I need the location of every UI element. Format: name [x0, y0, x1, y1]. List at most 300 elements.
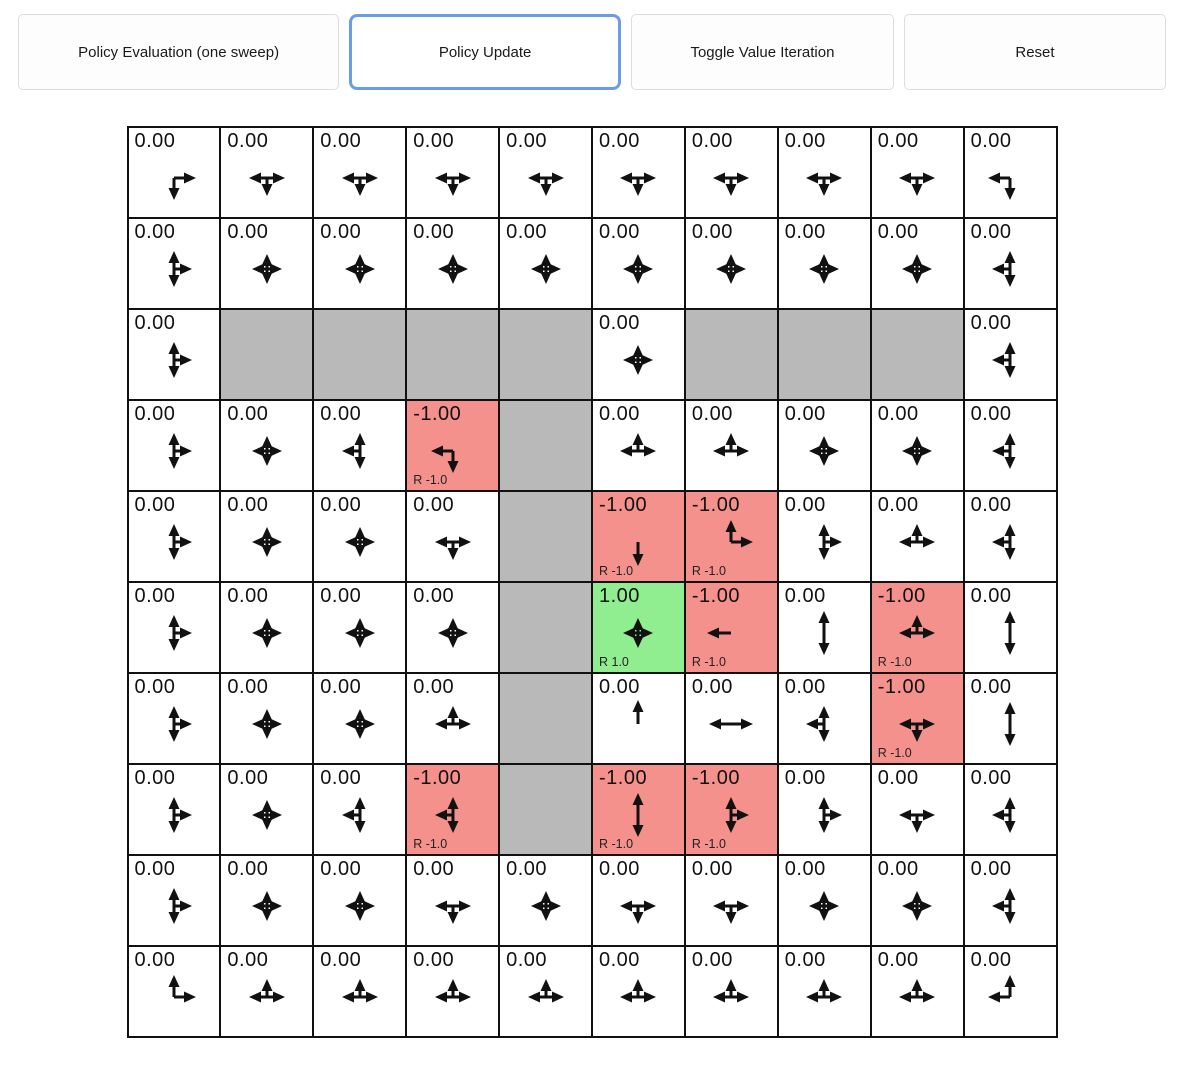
cell-value: 0.00: [134, 767, 176, 789]
grid-cell[interactable]: [685, 582, 778, 673]
cell-value: 0.00: [970, 585, 1012, 607]
policy-arrows: [593, 700, 684, 748]
policy-arrow-icon: [336, 882, 384, 930]
wall-cell[interactable]: [499, 491, 592, 582]
wall-cell[interactable]: [685, 309, 778, 400]
cell-value: 0.00: [877, 494, 919, 516]
cell-value: 0.00: [506, 858, 548, 880]
grid-cell[interactable]: [871, 946, 964, 1037]
cell-value: 1.00: [599, 585, 640, 607]
cell-value: 0.00: [413, 130, 455, 152]
policy-arrows: [872, 882, 963, 930]
policy-arrows: [965, 245, 1056, 293]
grid-cell[interactable]: [592, 855, 685, 946]
policy-arrows: [129, 518, 220, 566]
wall-cell[interactable]: [499, 400, 592, 491]
grid-cell[interactable]: [871, 855, 964, 946]
policy-arrow-icon: [522, 882, 570, 930]
grid-cell[interactable]: [592, 764, 685, 855]
cell-value: 0.00: [320, 130, 362, 152]
grid-cell[interactable]: [128, 764, 221, 855]
policy-arrows: [965, 336, 1056, 384]
reset-button[interactable]: Reset: [904, 14, 1166, 90]
grid-cell[interactable]: [592, 946, 685, 1037]
policy-arrow-icon: [243, 973, 291, 1021]
policy-arrow-icon: [243, 791, 291, 839]
policy-arrows: [593, 154, 684, 202]
cell-value: 0.00: [134, 130, 176, 152]
grid-cell[interactable]: [871, 491, 964, 582]
policy-arrows: [500, 882, 591, 930]
policy-arrows: [965, 427, 1056, 475]
grid-cell[interactable]: [499, 127, 592, 218]
grid-cell[interactable]: [685, 946, 778, 1037]
cell-value: 0.00: [320, 494, 362, 516]
cell-value: 0.00: [970, 312, 1012, 334]
policy-arrow-icon: [614, 336, 662, 384]
grid-cell[interactable]: [406, 582, 499, 673]
policy-arrows: [314, 882, 405, 930]
cell-value: 0.00: [877, 949, 919, 971]
grid-cell[interactable]: [685, 855, 778, 946]
policy-arrow-icon: [614, 154, 662, 202]
grid-cell[interactable]: [499, 946, 592, 1037]
cell-value: -1.00: [599, 767, 648, 789]
policy-arrows: [965, 882, 1056, 930]
cell-reward-label: R -1.0: [691, 837, 726, 851]
policy-arrow-icon: [614, 700, 662, 748]
grid-cell[interactable]: [128, 309, 221, 400]
policy-arrow-icon: [243, 154, 291, 202]
policy-arrow-icon: [429, 973, 477, 1021]
cell-value: 0.00: [691, 403, 733, 425]
cell-value: 0.00: [227, 858, 269, 880]
policy-arrows: [314, 427, 405, 475]
policy-arrow-icon: [893, 882, 941, 930]
policy-arrow-icon: [707, 973, 755, 1021]
cell-value: 0.00: [877, 767, 919, 789]
policy-arrow-icon: [243, 427, 291, 475]
grid-cell[interactable]: [685, 400, 778, 491]
cell-value: 0.00: [227, 221, 269, 243]
policy-arrows: [779, 791, 870, 839]
policy-arrows: [500, 973, 591, 1021]
grid-cell[interactable]: [406, 127, 499, 218]
policy-arrow-icon: [150, 609, 198, 657]
policy-arrows: [407, 154, 498, 202]
policy-arrow-icon: [150, 791, 198, 839]
cell-value: -1.00: [691, 585, 740, 607]
cell-value: 0.00: [970, 949, 1012, 971]
policy-arrow-icon: [150, 882, 198, 930]
policy-arrows: [129, 336, 220, 384]
grid-cell[interactable]: [313, 855, 406, 946]
policy-arrow-icon: [986, 973, 1034, 1021]
policy-evaluation-button[interactable]: Policy Evaluation (one sweep): [18, 14, 339, 90]
policy-arrow-icon: [986, 700, 1034, 748]
grid-cell[interactable]: [128, 582, 221, 673]
policy-arrows: [221, 245, 312, 293]
wall-cell[interactable]: [313, 309, 406, 400]
cell-value: 0.00: [227, 403, 269, 425]
policy-arrows: [779, 245, 870, 293]
grid-cell[interactable]: [220, 127, 313, 218]
cell-value: 0.00: [970, 767, 1012, 789]
policy-arrows: [221, 518, 312, 566]
policy-arrows: [407, 882, 498, 930]
cell-value: 0.00: [227, 767, 269, 789]
cell-value: 0.00: [784, 403, 826, 425]
policy-arrows: [407, 518, 498, 566]
policy-arrows: [779, 700, 870, 748]
wall-cell[interactable]: [871, 309, 964, 400]
policy-arrows: [872, 973, 963, 1021]
policy-arrow-icon: [893, 427, 941, 475]
grid-cell[interactable]: [220, 946, 313, 1037]
policy-arrow-icon: [429, 609, 477, 657]
policy-arrow-icon: [522, 973, 570, 1021]
cell-value: -1.00: [599, 494, 648, 516]
policy-arrows: [965, 154, 1056, 202]
policy-arrows: [686, 791, 777, 839]
grid-cell[interactable]: [871, 764, 964, 855]
policy-update-button[interactable]: Policy Update: [349, 14, 621, 90]
policy-arrows: [314, 791, 405, 839]
grid-cell[interactable]: [313, 127, 406, 218]
policy-arrows: [872, 791, 963, 839]
policy-arrow-icon: [336, 427, 384, 475]
policy-arrows: [779, 609, 870, 657]
grid-cell[interactable]: [592, 309, 685, 400]
policy-arrows: [314, 700, 405, 748]
cell-value: 0.00: [599, 221, 640, 243]
policy-arrows: [221, 882, 312, 930]
grid-cell[interactable]: [964, 400, 1057, 491]
grid-cell[interactable]: [778, 946, 871, 1037]
grid-cell[interactable]: [406, 218, 499, 309]
grid-cell[interactable]: [220, 764, 313, 855]
grid-cell[interactable]: [964, 946, 1057, 1037]
cell-value: 0.00: [134, 585, 176, 607]
policy-arrows: [872, 700, 963, 748]
policy-arrow-icon: [986, 427, 1034, 475]
cell-value: 0.00: [134, 949, 176, 971]
cell-reward-label: R -1.0: [691, 564, 726, 578]
policy-arrows: [593, 882, 684, 930]
grid-cell[interactable]: [964, 764, 1057, 855]
grid-cell[interactable]: [220, 491, 313, 582]
cell-value: -1.00: [691, 494, 740, 516]
cell-value: 0.00: [691, 221, 733, 243]
policy-arrow-icon: [614, 609, 662, 657]
cell-value: 0.00: [784, 585, 826, 607]
policy-arrows: [686, 154, 777, 202]
grid-cell[interactable]: [964, 127, 1057, 218]
policy-arrows: [686, 609, 777, 657]
policy-arrows: [686, 882, 777, 930]
grid-cell[interactable]: [406, 764, 499, 855]
policy-arrows: [221, 154, 312, 202]
cell-value: 0.00: [599, 130, 640, 152]
policy-arrow-icon: [614, 882, 662, 930]
grid-cell[interactable]: [313, 491, 406, 582]
grid-cell[interactable]: [592, 127, 685, 218]
policy-arrow-icon: [336, 518, 384, 566]
policy-arrows: [686, 973, 777, 1021]
wall-cell[interactable]: [499, 673, 592, 764]
grid-cell[interactable]: [592, 218, 685, 309]
policy-arrows: [779, 154, 870, 202]
policy-arrow-icon: [522, 245, 570, 293]
grid-cell[interactable]: [871, 582, 964, 673]
toggle-value-iteration-button[interactable]: Toggle Value Iteration: [631, 14, 894, 90]
policy-arrow-icon: [986, 336, 1034, 384]
cell-value: 0.00: [320, 585, 362, 607]
cell-value: 0.00: [970, 130, 1012, 152]
grid-cell[interactable]: [778, 582, 871, 673]
policy-arrow-icon: [336, 609, 384, 657]
policy-arrow-icon: [800, 245, 848, 293]
policy-arrows: [779, 973, 870, 1021]
grid-cell[interactable]: [313, 946, 406, 1037]
policy-arrow-icon: [707, 245, 755, 293]
policy-arrow-icon: [800, 154, 848, 202]
policy-arrow-icon: [243, 245, 291, 293]
grid-cell[interactable]: [499, 218, 592, 309]
grid-cell[interactable]: [406, 946, 499, 1037]
cell-value: 0.00: [227, 585, 269, 607]
policy-arrow-icon: [150, 518, 198, 566]
wall-cell[interactable]: [778, 309, 871, 400]
cell-value: 0.00: [227, 130, 269, 152]
policy-arrow-icon: [429, 427, 477, 475]
policy-arrows: [129, 609, 220, 657]
policy-arrows: [965, 518, 1056, 566]
grid-cell[interactable]: [871, 400, 964, 491]
policy-arrow-icon: [893, 609, 941, 657]
cell-value: 0.00: [691, 676, 733, 698]
policy-arrow-icon: [707, 791, 755, 839]
grid-cell[interactable]: [964, 855, 1057, 946]
policy-arrows: [872, 427, 963, 475]
grid-cell[interactable]: [871, 218, 964, 309]
grid-cell[interactable]: [871, 673, 964, 764]
policy-arrow-icon: [800, 791, 848, 839]
policy-arrows: [407, 700, 498, 748]
cell-value: 0.00: [691, 949, 733, 971]
policy-arrow-icon: [522, 154, 570, 202]
cell-value: 0.00: [413, 585, 455, 607]
grid-cell[interactable]: [592, 582, 685, 673]
policy-arrows: [872, 609, 963, 657]
grid-cell[interactable]: [964, 491, 1057, 582]
cell-value: 0.00: [320, 858, 362, 880]
policy-arrows: [593, 609, 684, 657]
policy-arrow-icon: [150, 245, 198, 293]
grid-cell[interactable]: [592, 400, 685, 491]
policy-arrow-icon: [429, 154, 477, 202]
grid-cell[interactable]: [220, 218, 313, 309]
policy-arrows: [779, 882, 870, 930]
cell-value: 0.00: [227, 676, 269, 698]
cell-value: 0.00: [134, 676, 176, 698]
grid-cell[interactable]: [128, 127, 221, 218]
wall-cell[interactable]: [220, 309, 313, 400]
policy-arrow-icon: [986, 791, 1034, 839]
policy-arrows: [872, 154, 963, 202]
policy-arrow-icon: [893, 154, 941, 202]
policy-arrows: [129, 154, 220, 202]
policy-arrows: [129, 973, 220, 1021]
grid-cell[interactable]: [313, 218, 406, 309]
grid-cell[interactable]: [778, 400, 871, 491]
grid-cell[interactable]: [685, 491, 778, 582]
grid-cell[interactable]: [406, 855, 499, 946]
cell-value: 0.00: [134, 403, 176, 425]
grid-cell[interactable]: [964, 582, 1057, 673]
gridworld: [127, 126, 1058, 1038]
grid-cell[interactable]: [964, 673, 1057, 764]
policy-arrows: [686, 518, 777, 566]
policy-arrow-icon: [336, 245, 384, 293]
cell-value: -1.00: [877, 585, 926, 607]
cell-value: 0.00: [691, 130, 733, 152]
policy-arrows: [129, 700, 220, 748]
cell-value: -1.00: [691, 767, 740, 789]
policy-arrows: [407, 427, 498, 475]
policy-arrow-icon: [150, 154, 198, 202]
grid-cell[interactable]: [128, 400, 221, 491]
policy-arrow-icon: [614, 245, 662, 293]
grid-cell[interactable]: [964, 218, 1057, 309]
grid-cell[interactable]: [220, 400, 313, 491]
cell-value: 0.00: [877, 858, 919, 880]
policy-arrow-icon: [336, 973, 384, 1021]
policy-arrow-icon: [800, 700, 848, 748]
policy-arrows: [593, 336, 684, 384]
policy-arrows: [129, 882, 220, 930]
grid-cell[interactable]: [313, 400, 406, 491]
grid-cell[interactable]: [592, 491, 685, 582]
cell-value: 0.00: [413, 858, 455, 880]
cell-value: 0.00: [970, 858, 1012, 880]
grid-cell[interactable]: [313, 764, 406, 855]
policy-arrows: [500, 154, 591, 202]
grid-cell[interactable]: [499, 855, 592, 946]
cell-reward-label: R -1.0: [877, 746, 912, 760]
cell-value: 0.00: [970, 676, 1012, 698]
grid-cell[interactable]: [220, 582, 313, 673]
cell-value: 0.00: [134, 221, 176, 243]
grid-cell[interactable]: [128, 946, 221, 1037]
cell-value: 0.00: [320, 221, 362, 243]
policy-arrows: [686, 427, 777, 475]
grid-cell[interactable]: [964, 309, 1057, 400]
cell-value: 0.00: [413, 949, 455, 971]
policy-arrows: [407, 973, 498, 1021]
grid-cell[interactable]: [685, 764, 778, 855]
wall-cell[interactable]: [406, 309, 499, 400]
policy-arrows: [407, 609, 498, 657]
grid-cell[interactable]: [778, 855, 871, 946]
cell-value: 0.00: [320, 949, 362, 971]
policy-arrow-icon: [893, 700, 941, 748]
policy-arrow-icon: [986, 882, 1034, 930]
cell-value: 0.00: [599, 676, 640, 698]
cell-value: 0.00: [691, 858, 733, 880]
grid-cell[interactable]: [685, 218, 778, 309]
grid-cell[interactable]: [220, 855, 313, 946]
policy-arrows: [221, 609, 312, 657]
cell-value: 0.00: [970, 494, 1012, 516]
cell-reward-label: R -1.0: [691, 655, 726, 669]
cell-value: 0.00: [599, 858, 640, 880]
policy-arrows: [221, 791, 312, 839]
policy-arrows: [221, 700, 312, 748]
policy-arrows: [686, 700, 777, 748]
grid-cell[interactable]: [778, 218, 871, 309]
policy-arrows: [221, 427, 312, 475]
grid-cell[interactable]: [313, 673, 406, 764]
cell-value: 0.00: [970, 403, 1012, 425]
cell-value: 0.00: [599, 403, 640, 425]
grid-cell[interactable]: [778, 491, 871, 582]
grid-cell[interactable]: [685, 673, 778, 764]
grid-cell[interactable]: [685, 127, 778, 218]
grid-cell[interactable]: [592, 673, 685, 764]
grid-cell[interactable]: [406, 673, 499, 764]
policy-arrows: [407, 245, 498, 293]
grid-cell[interactable]: [778, 673, 871, 764]
cell-value: 0.00: [413, 676, 455, 698]
policy-arrows: [965, 973, 1056, 1021]
policy-arrow-icon: [800, 882, 848, 930]
grid-cell[interactable]: [778, 127, 871, 218]
cell-value: 0.00: [784, 130, 826, 152]
cell-value: 0.00: [227, 949, 269, 971]
policy-arrow-icon: [243, 700, 291, 748]
grid-cell[interactable]: [778, 764, 871, 855]
policy-arrows: [593, 518, 684, 566]
grid-cell[interactable]: [128, 218, 221, 309]
grid-cell[interactable]: [128, 855, 221, 946]
wall-cell[interactable]: [499, 582, 592, 673]
cell-value: 0.00: [134, 494, 176, 516]
grid-cell[interactable]: [128, 673, 221, 764]
cell-reward-label: R -1.0: [413, 473, 448, 487]
grid-cell[interactable]: [871, 127, 964, 218]
policy-arrows: [129, 791, 220, 839]
wall-cell[interactable]: [499, 764, 592, 855]
policy-arrows: [129, 245, 220, 293]
cell-value: 0.00: [784, 494, 826, 516]
grid-cell[interactable]: [313, 582, 406, 673]
cell-value: 0.00: [134, 312, 176, 334]
policy-arrow-icon: [243, 609, 291, 657]
policy-arrow-icon: [150, 700, 198, 748]
wall-cell[interactable]: [499, 309, 592, 400]
policy-arrow-icon: [986, 245, 1034, 293]
cell-reward-label: R -1.0: [599, 564, 634, 578]
cell-value: 0.00: [320, 767, 362, 789]
grid-cell[interactable]: [406, 400, 499, 491]
cell-value: 0.00: [784, 858, 826, 880]
grid-cell[interactable]: [220, 673, 313, 764]
cell-value: 0.00: [877, 130, 919, 152]
policy-arrow-icon: [800, 427, 848, 475]
grid-cell[interactable]: [406, 491, 499, 582]
grid-cell[interactable]: [128, 491, 221, 582]
